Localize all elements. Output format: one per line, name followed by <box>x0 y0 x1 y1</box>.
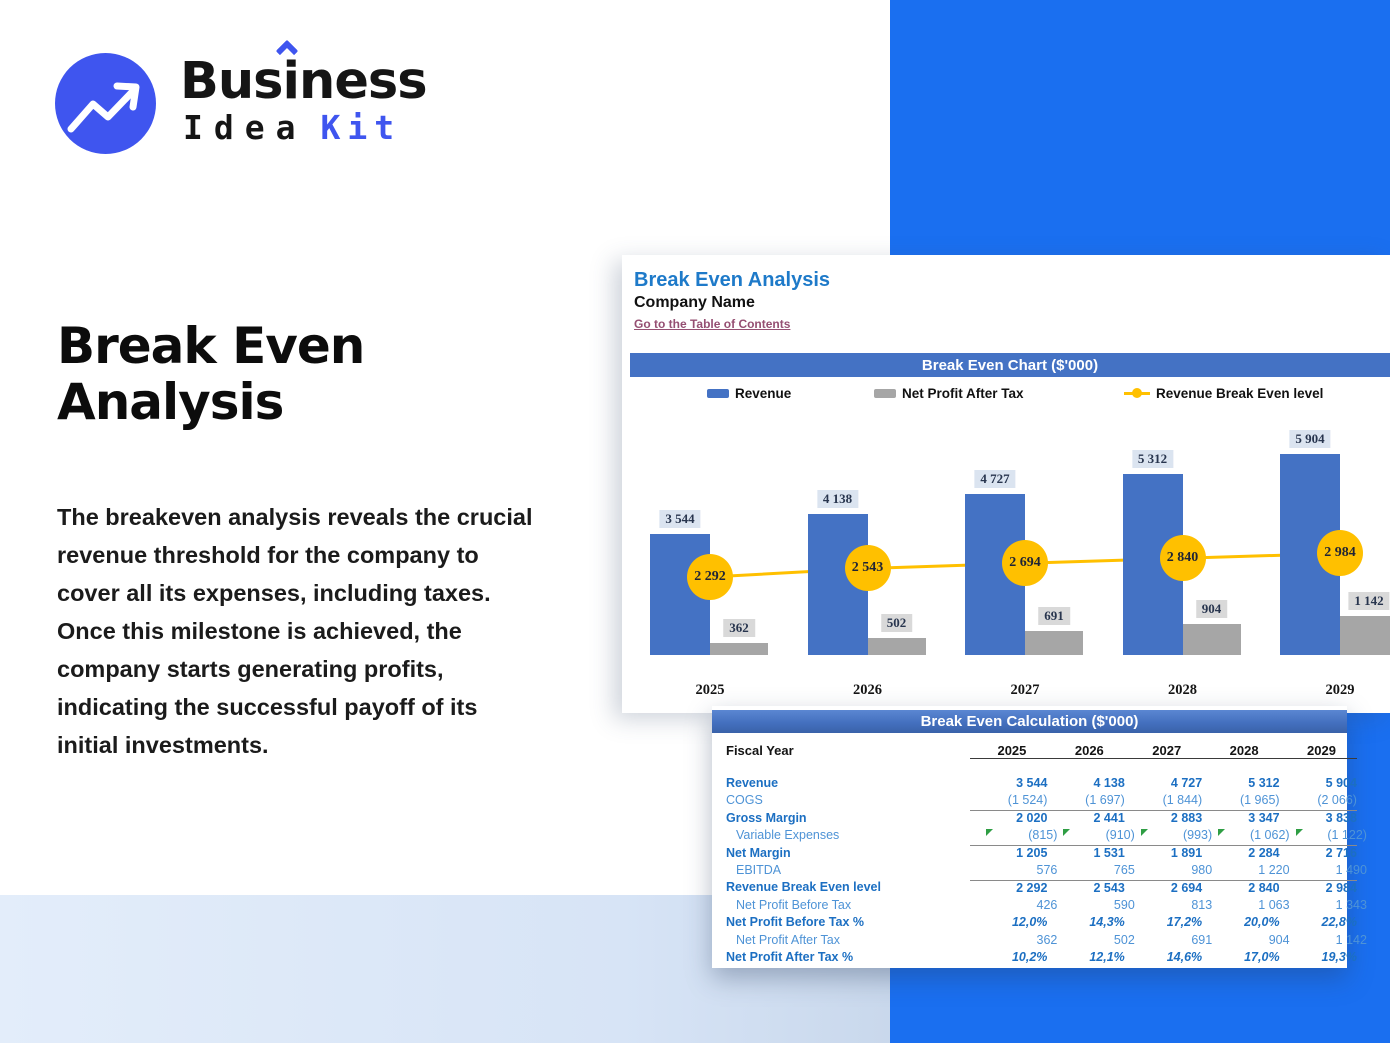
cell-value: 12,1% <box>1089 949 1125 964</box>
cell-value: 904 <box>1268 932 1290 947</box>
cell-value: 502 <box>1113 932 1135 947</box>
table-row <box>712 844 1357 861</box>
fiscal-year-label: Fiscal Year <box>726 743 794 759</box>
brand-subname: Idea Kit <box>183 108 402 147</box>
cell-value: 980 <box>1191 863 1213 878</box>
cell-value: 2 984 <box>1325 880 1357 895</box>
table-row <box>712 879 1357 896</box>
cell-value: (1 122) <box>1290 828 1367 842</box>
cell-value: 4 138 <box>1093 776 1125 791</box>
x-axis-year-label: 2027 <box>1010 682 1040 698</box>
break-even-marker: 2 840 <box>1160 535 1206 581</box>
break-even-marker: 2 543 <box>845 545 891 591</box>
table-row <box>712 896 1367 913</box>
row-label: Revenue Break Even level <box>726 880 881 895</box>
row-label: Gross Margin <box>726 810 807 825</box>
cell-value: 5 904 <box>1325 776 1357 791</box>
cell-value: 813 <box>1191 897 1213 912</box>
cell-value: 20,0% <box>1244 915 1280 930</box>
cell-value: 590 <box>1113 897 1135 912</box>
net-profit-data-label: 502 <box>881 614 913 632</box>
row-label: Net Margin <box>726 845 791 860</box>
legend-item <box>874 383 1024 403</box>
net-profit-bar <box>868 638 926 655</box>
table-row <box>712 948 1357 965</box>
cell-value: 4 727 <box>1170 776 1203 791</box>
cell-value: 426 <box>1036 897 1058 912</box>
cell-value: 2 543 <box>1093 880 1125 895</box>
revenue-data-label: 5 904 <box>1289 430 1330 448</box>
cell-value: (2 066) <box>1317 793 1357 808</box>
cell-value: 1 142 <box>1335 932 1367 947</box>
net-profit-bar <box>1183 624 1241 655</box>
legend-label: Revenue Break Even level <box>1156 385 1324 401</box>
cell-value: 1 205 <box>1016 846 1048 861</box>
cell-value: 1 343 <box>1335 897 1367 912</box>
revenue-data-label: 4 727 <box>974 470 1015 488</box>
table-row <box>712 914 1357 931</box>
cell-value: (815) <box>980 828 1057 842</box>
cell-value: (993) <box>1135 828 1212 842</box>
cell-value: 2 883 <box>1170 811 1203 826</box>
row-label: Net Profit Before Tax <box>736 897 852 912</box>
spreadsheet-chart-card <box>622 255 1390 713</box>
break-even-marker: 2 292 <box>687 554 733 600</box>
cell-value: 19,3% <box>1321 949 1357 964</box>
page-title: Break Even Analysis <box>57 317 365 431</box>
row-label: Variable Expenses <box>736 828 840 843</box>
cell-value: (1 965) <box>1239 793 1280 808</box>
cell-value: 17,2% <box>1166 915 1203 930</box>
cell-value: (1 062) <box>1212 828 1289 842</box>
cell-value: (910) <box>1057 828 1134 842</box>
break-even-marker: 2 984 <box>1317 530 1363 576</box>
net-profit-bar <box>710 643 768 655</box>
legend-item <box>707 383 791 403</box>
brand-name: Bus iness <box>180 52 427 111</box>
cell-value: 22,8% <box>1321 915 1357 930</box>
row-label: Revenue <box>726 776 779 791</box>
legend-label: Revenue <box>735 385 792 401</box>
revenue-data-label: 3 544 <box>659 510 700 528</box>
table-title: Break Even Calculation ($'000) <box>920 713 1139 730</box>
table-row <box>712 827 1367 844</box>
revenue-data-label: 4 138 <box>817 490 858 508</box>
cell-value: 3 544 <box>1016 776 1048 791</box>
table-title-bar <box>712 710 1347 733</box>
x-axis-year-label: 2026 <box>853 682 882 698</box>
cell-value: 1 531 <box>1093 846 1125 861</box>
net-profit-data-label: 362 <box>723 619 755 637</box>
cell-value: 14,3% <box>1089 915 1125 930</box>
cell-value: 12,0% <box>1011 915 1048 930</box>
x-axis-year-label: 2025 <box>695 682 725 698</box>
legend-item <box>1124 383 1323 403</box>
sheet-title: Break Even Analysis <box>634 269 831 291</box>
cell-value: 17,0% <box>1244 949 1280 964</box>
cell-value: 2 292 <box>1016 880 1048 895</box>
net-profit-bar <box>1025 631 1083 655</box>
net-profit-data-label: 904 <box>1196 600 1228 618</box>
net-profit-data-label: 691 <box>1038 607 1070 625</box>
cell-value: 3 838 <box>1325 811 1357 826</box>
row-label: COGS <box>726 793 763 808</box>
table-row <box>712 861 1367 878</box>
chart-title-bar <box>630 353 1390 377</box>
cell-value: 1 063 <box>1258 897 1290 912</box>
year-column-header: 2026 <box>1074 742 1104 758</box>
fiscal-year-header-row <box>712 742 1347 759</box>
net-profit-bar <box>1340 616 1390 655</box>
cell-value: 1 220 <box>1258 863 1290 878</box>
cell-value: 691 <box>1191 932 1213 947</box>
table-row <box>712 792 1357 809</box>
legend-label: Net Profit After Tax <box>902 385 1024 401</box>
row-label: Net Profit After Tax % <box>726 949 854 964</box>
cell-value: 2 284 <box>1248 846 1280 861</box>
cell-value: (1 844) <box>1162 793 1203 808</box>
break-even-marker: 2 694 <box>1002 540 1048 586</box>
cell-value: (1 697) <box>1085 793 1125 808</box>
table-of-contents-link[interactable]: Go to the Table of Contents <box>634 317 791 331</box>
cell-value: 2 694 <box>1170 880 1203 895</box>
chart-title: Break Even Chart ($'000) <box>921 356 1099 374</box>
legend-line-icon <box>1124 392 1150 395</box>
net-profit-data-label: 1 142 <box>1348 592 1389 610</box>
spreadsheet-table-card <box>712 706 1367 968</box>
cell-value: 2 441 <box>1093 811 1125 826</box>
table-row <box>712 774 1357 791</box>
row-label: Net Profit Before Tax % <box>726 915 864 930</box>
cell-value: 2 716 <box>1325 846 1357 861</box>
cell-value: 2 840 <box>1248 880 1280 895</box>
legend-swatch-icon <box>707 389 729 398</box>
cell-value: 1 891 <box>1170 846 1203 861</box>
cell-value: 765 <box>1113 863 1135 878</box>
cell-value: 1 490 <box>1335 863 1367 878</box>
year-column-header: 2025 <box>997 742 1027 758</box>
cell-value: 3 347 <box>1248 811 1280 826</box>
cell-value: 14,6% <box>1166 949 1203 964</box>
calc-table-body <box>712 742 1367 966</box>
legend-swatch-icon <box>874 389 896 398</box>
cell-value: 10,2% <box>1011 949 1048 964</box>
trend-arrow-icon <box>55 53 156 154</box>
year-column-header: 2029 <box>1307 742 1336 758</box>
x-axis-year-label: 2029 <box>1325 682 1355 698</box>
row-label: Net Profit After Tax <box>736 932 840 947</box>
brand-logo <box>55 53 156 154</box>
cell-value: 2 020 <box>1016 811 1048 826</box>
cell-value: (1 524) <box>1007 793 1048 808</box>
sheet-company-name: Company Name <box>634 294 755 311</box>
revenue-data-label: 5 312 <box>1132 450 1173 468</box>
x-axis-year-label: 2028 <box>1168 682 1197 698</box>
cell-value: 362 <box>1036 932 1058 947</box>
row-label: EBITDA <box>736 863 782 878</box>
year-column-header: 2027 <box>1152 742 1182 758</box>
cell-value: 5 312 <box>1248 776 1280 791</box>
cell-value: 576 <box>1036 863 1058 878</box>
chart-legend <box>622 383 1390 403</box>
table-row <box>712 931 1367 948</box>
year-column-header: 2028 <box>1229 742 1259 758</box>
table-row <box>712 809 1357 826</box>
page-description: The breakeven analysis reveals the crucial revenue threshold for the company to cover all its expenses, including taxes. Once this milestone is achieved, the company starts generating profits, indicating the successful payoff of its initial investments. <box>57 504 533 759</box>
